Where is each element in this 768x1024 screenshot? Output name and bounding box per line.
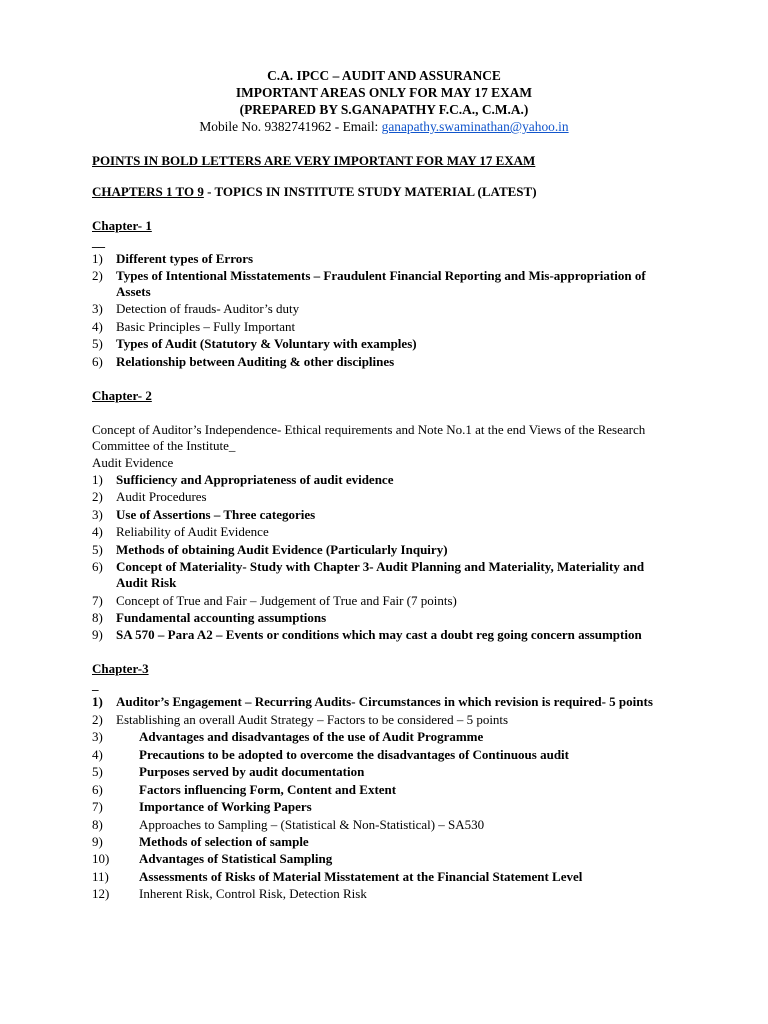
list-item: 5) Purposes served by audit documentation <box>92 764 365 779</box>
list-item: 12) Inherent Risk, Control Risk, Detection Risk <box>92 886 367 901</box>
list-item: 5) Methods of obtaining Audit Evidence (Particularly Inquiry) <box>92 542 448 557</box>
list-item: 2) Audit Procedures <box>92 489 207 504</box>
important-notice: POINTS IN BOLD LETTERS ARE VERY IMPORTANT FOR MAY 17 EXAM <box>92 153 536 168</box>
list-item: 3) Detection of frauds- Auditor’s duty <box>92 301 300 316</box>
list-item: 4) Reliability of Audit Evidence <box>92 524 269 539</box>
list-item: 1) Auditor’s Engagement – Recurring Audits- Circumstances in which revision is required- 5 points <box>92 694 653 709</box>
chapter-3-title: Chapter-3 <box>92 661 149 676</box>
list-item: 2) Types of Intentional Misstatements – Fraudulent Financial Reporting and Mis-appropriation of <box>92 268 646 283</box>
list-item: 8) Fundamental accounting assumptions <box>92 610 327 625</box>
doc-title-line-2: IMPORTANT AREAS ONLY FOR MAY 17 EXAM <box>235 85 533 100</box>
mobile-text: Mobile No. 9382741962 - Email: <box>199 119 382 134</box>
chapters-heading <box>92 183 537 200</box>
list-item: 7) Importance of Working Papers <box>92 799 312 814</box>
chapter-2-intro: Concept of Auditor’s Independence- Ethical requirements and Note No.1 at the end Views of the Research <box>92 422 646 437</box>
list-item: 9) Methods of selection of sample <box>92 834 309 849</box>
chapter-1-blank: __ <box>92 234 105 249</box>
list-item: 10) Advantages of Statistical Sampling <box>92 851 333 866</box>
doc-title-line-1: C.A. IPCC – AUDIT AND ASSURANCE <box>267 68 501 83</box>
list-item: 5) Types of Audit (Statutory & Voluntary with examples) <box>92 336 417 351</box>
chapter-2-subheading: Audit Evidence <box>92 455 174 470</box>
chapters-range: CHAPTERS 1 TO 9 <box>92 184 204 199</box>
list-item: 9) SA 570 – Para A2 – Events or conditions which may cast a doubt reg going concern assumption <box>92 627 642 642</box>
list-item: 1) Sufficiency and Appropriateness of audit evidence <box>92 472 394 487</box>
list-item: 6) Factors influencing Form, Content and Extent <box>92 782 397 797</box>
chapter-2-intro-cont: Committee of the Institute_ <box>92 438 236 453</box>
list-item-continuation: Audit Risk <box>116 575 177 590</box>
doc-title-line-3: (PREPARED BY S.GANAPATHY F.C.A., C.M.A.) <box>239 102 529 117</box>
list-item: 7) Concept of True and Fair – Judgement of True and Fair (7 points) <box>92 593 457 608</box>
list-item: 2) Establishing an overall Audit Strategy – Factors to be considered – 5 points <box>92 712 509 727</box>
chapter-3-blank: _ <box>92 677 99 692</box>
chapter-2-title: Chapter- 2 <box>92 388 152 403</box>
list-item-continuation: Assets <box>116 284 151 299</box>
list-item: 1) Different types of Errors <box>92 251 254 266</box>
list-item: 8) Approaches to Sampling – (Statistical & Non-Statistical) – SA530 <box>92 817 485 832</box>
chapter-1-title: Chapter- 1 <box>92 218 152 233</box>
contact-line <box>0 118 768 135</box>
list-item: 6) Concept of Materiality- Study with Chapter 3- Audit Planning and Materiality, Materiality and <box>92 559 645 574</box>
list-item: 3) Use of Assertions – Three categories <box>92 507 316 522</box>
chapters-heading-rest: - TOPICS IN INSTITUTE STUDY MATERIAL (LATEST) <box>203 184 537 199</box>
list-item: 4) Precautions to be adopted to overcome the disadvantages of Continuous audit <box>92 747 569 762</box>
list-item: 4) Basic Principles – Fully Important <box>92 319 296 334</box>
list-item: 3) Advantages and disadvantages of the use of Audit Programme <box>92 729 484 744</box>
list-item: 6) Relationship between Auditing & other disciplines <box>92 354 395 369</box>
email-link[interactable]: ganapathy.swaminathan@yahoo.in <box>381 119 569 134</box>
list-item: 11) Assessments of Risks of Material Misstatement at the Financial Statement Level <box>92 869 583 884</box>
